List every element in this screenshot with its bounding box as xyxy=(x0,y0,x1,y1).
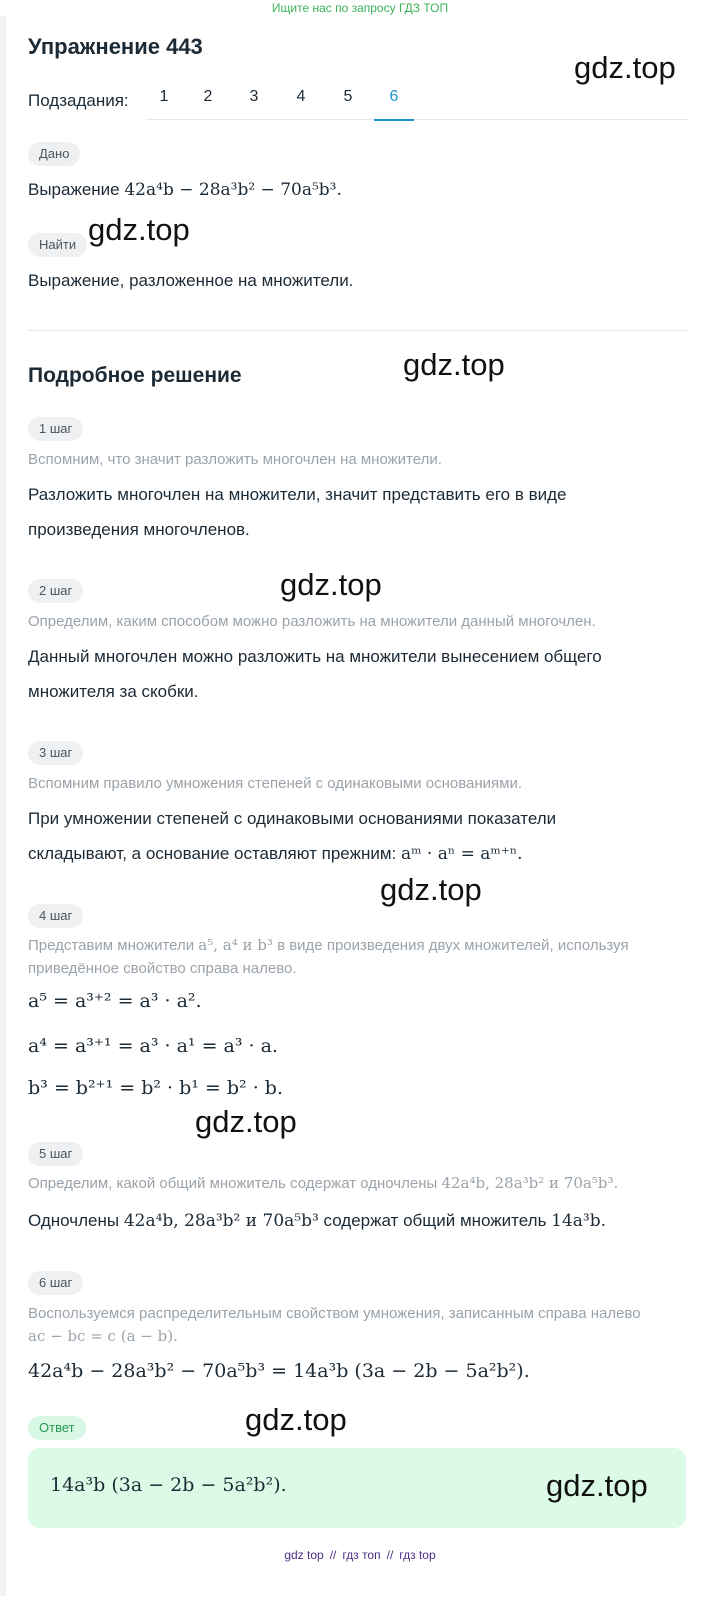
step-3-line-1: При умножении степеней с одинаковыми основаниями показатели xyxy=(28,809,557,828)
footer-separator: // xyxy=(386,1548,394,1562)
tab-3[interactable]: 3 xyxy=(249,88,259,105)
step-1-line-2: произведения многочленов. xyxy=(28,520,250,539)
tab-2[interactable]: 2 xyxy=(203,88,213,105)
solution-title: Подробное решение xyxy=(28,364,242,387)
watermark: gdz.top xyxy=(195,1104,297,1139)
step-4-hint-a: Представим множители xyxy=(28,937,199,954)
step-1-badge: 1 шаг xyxy=(28,417,83,441)
tab-4[interactable]: 4 xyxy=(296,88,306,105)
answer-expression: 14a³b (3a − 2b − 5a²b²). xyxy=(50,1474,287,1496)
page-title: Упражнение 443 xyxy=(28,34,203,59)
footer-link-2[interactable]: гдз топ xyxy=(342,1548,381,1562)
step-2-line-2: множителя за скобки. xyxy=(28,682,199,701)
step-3-badge: 3 шаг xyxy=(28,741,83,765)
step-4-hint-vars: a⁵, a⁴ и b³ xyxy=(198,936,273,954)
section-divider xyxy=(28,330,688,331)
power-rule-formula: aᵐ · aⁿ = aᵐ⁺ⁿ. xyxy=(400,844,523,864)
tab-5[interactable]: 5 xyxy=(343,88,353,105)
step-2-hint: Определим, каким способом можно разложить на множители данный многочлен. xyxy=(28,613,596,630)
step-4-badge: 4 шаг xyxy=(28,904,83,928)
find-text: Выражение, разложенное на множители. xyxy=(28,271,354,290)
step-5-monomials: 42a⁴b, 28a³b² и 70a⁵b³ xyxy=(123,1211,319,1231)
subtasks-label: Подзадания: xyxy=(28,91,129,110)
step-5-hint xyxy=(28,1172,618,1195)
step-1-line-1: Разложить многочлен на множители, значит представить его в виде xyxy=(28,485,567,504)
tab-1[interactable]: 1 xyxy=(159,88,169,105)
step-5-hint-text: Определим, какой общий множитель содержат одночлены xyxy=(28,1175,442,1192)
footer-link-3[interactable]: гдз top xyxy=(399,1548,436,1562)
footer-link-1[interactable]: gdz top xyxy=(284,1548,324,1562)
step-5-text-a: Одночлены xyxy=(28,1211,124,1230)
find-badge: Найти xyxy=(28,233,87,257)
step-4-hint xyxy=(28,934,629,957)
step-5-hint-expression: 42a⁴b, 28a³b² и 70a⁵b³. xyxy=(441,1174,619,1192)
watermark: gdz.top xyxy=(574,50,676,85)
step-6-hint: Воспользуемся распределительным свойством умножения, записанным справа налево xyxy=(28,1305,641,1322)
step-1-hint: Вспомним, что значит разложить многочлен на множители. xyxy=(28,451,442,468)
watermark: gdz.top xyxy=(403,347,505,382)
subtask-tabs xyxy=(28,84,688,120)
step-4-equation-1: a⁵ = a³⁺² = a³ · a². xyxy=(28,990,202,1012)
given-text xyxy=(28,172,342,208)
step-3-hint: Вспомним правило умножения степеней с одинаковыми основаниями. xyxy=(28,775,522,792)
step-2-badge: 2 шаг xyxy=(28,579,83,603)
step-4-hint-b: в виде произведения двух множителей, используя xyxy=(272,937,629,954)
step-5-badge: 5 шаг xyxy=(28,1142,83,1166)
step-5-text-b: содержат общий множитель xyxy=(318,1211,552,1230)
given-badge: Дано xyxy=(28,142,80,166)
watermark: gdz.top xyxy=(546,1468,648,1503)
given-expression: 42a⁴b − 28a³b² − 70a⁵b³. xyxy=(124,180,342,200)
step-6-badge: 6 шаг xyxy=(28,1271,83,1295)
step-5-text xyxy=(28,1203,606,1239)
tab-6[interactable]: 6 xyxy=(374,84,414,120)
step-2-line-1: Данный многочлен можно разложить на множители вынесением общего xyxy=(28,647,602,666)
watermark: gdz.top xyxy=(88,212,190,247)
given-prefix: Выражение xyxy=(28,180,125,199)
step-4-equation-2: a⁴ = a³⁺¹ = a³ · a¹ = a³ · a. xyxy=(28,1035,278,1057)
step-4-hint-line-2: приведённое свойство справа налево. xyxy=(28,960,297,977)
distributive-formula: ac − bc = c (a − b). xyxy=(28,1327,178,1345)
step-3-line-2 xyxy=(28,836,523,872)
step-6-equation: 42a⁴b − 28a³b² − 70a⁵b³ = 14a³b (3a − 2b − 5a²b²). xyxy=(28,1360,530,1382)
watermark: gdz.top xyxy=(280,567,382,602)
step-4-equation-3: b³ = b²⁺¹ = b² · b¹ = b² · b. xyxy=(28,1077,283,1099)
watermark: gdz.top xyxy=(380,872,482,907)
top-banner: Ищите нас по запросу ГДЗ ТОП xyxy=(271,1,449,15)
footer-links xyxy=(0,1548,720,1562)
step-3-line-2-text: складывают, а основание оставляют прежним: xyxy=(28,844,401,863)
answer-badge: Ответ xyxy=(28,1416,86,1440)
left-border xyxy=(0,16,6,1596)
footer-separator: // xyxy=(329,1548,337,1562)
watermark: gdz.top xyxy=(245,1402,347,1437)
common-factor: 14a³b. xyxy=(551,1211,607,1231)
